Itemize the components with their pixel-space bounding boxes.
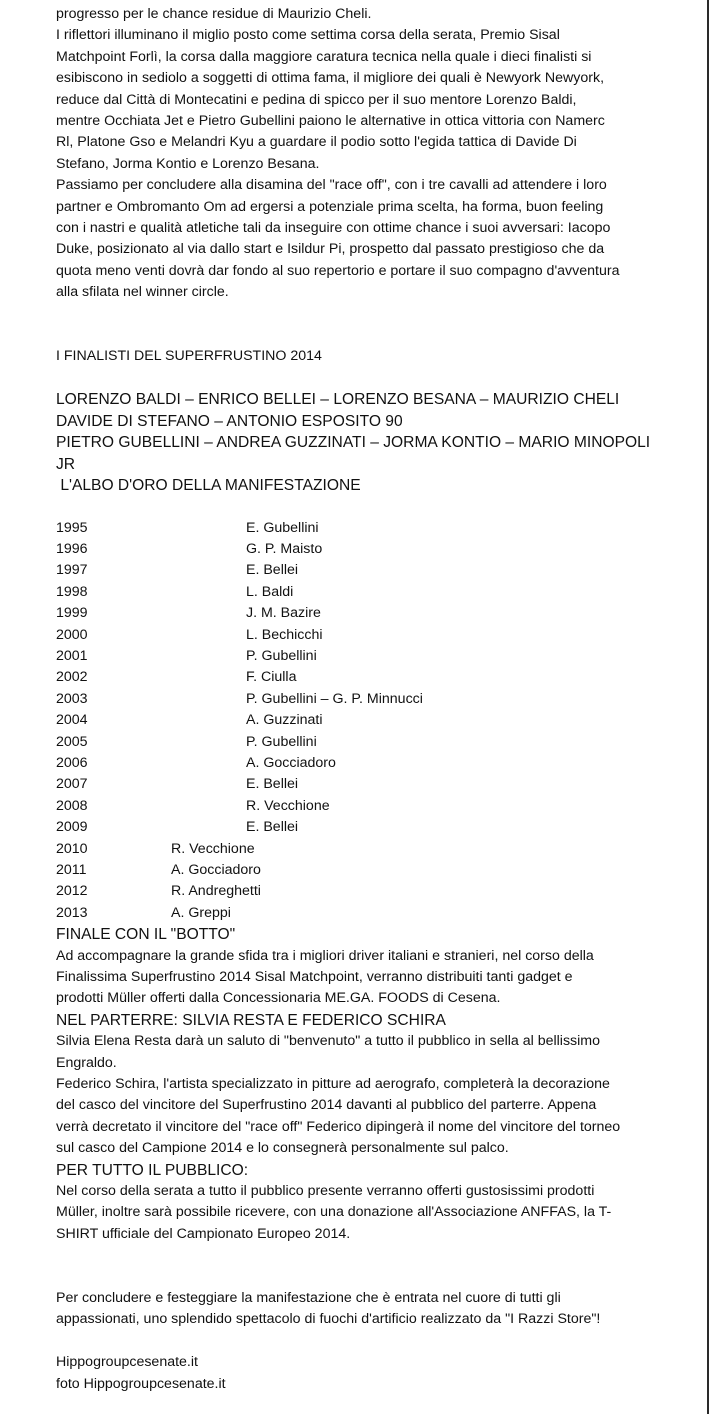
credits [56,1352,704,1395]
finalists-line: LORENZO BALDI – ENRICO BELLEI – LORENZO BESANA – MAURIZIO CHELI [56,391,620,409]
albo-year: 1997 [56,562,88,579]
albo-row [56,560,704,581]
albo-title: L'ALBO D'ORO DELLA MANIFESTAZIONE [56,476,361,494]
spacer [56,304,704,347]
albo-row [56,839,704,860]
intro-paragraphs [56,4,704,304]
closing-line: Per concludere e festeggiare la manifestazione che è entrata nel cuore di tutti gli [56,1290,561,1307]
albo-row [56,903,704,924]
spacer [56,368,704,389]
albo-row [56,710,704,731]
albo-row [56,774,704,795]
intro-line: Passiamo per concludere alla disamina del "race off", con i tre cavalli ad attendere i loro [56,177,607,194]
albo-winner: E. Bellei [246,776,299,793]
albo-row [56,625,704,646]
albo-row [56,817,704,838]
albo-winner: R. Vecchione [171,840,255,857]
albo-year: 1998 [56,583,88,600]
pubblico-title: PER TUTTO IL PUBBLICO: [56,1161,249,1179]
intro-line: alla sfilata nel winner circle. [56,284,229,301]
albo-year: 2002 [56,669,88,686]
finalists-title: I FINALISTI DEL SUPERFRUSTINO 2014 [56,348,322,365]
albo-year: 2001 [56,648,88,665]
albo-year: 2004 [56,712,88,729]
intro-line: partner e Ombromanto Om ad ergersi a potenziale prima scelta, ha forma, buon feeling [56,198,604,215]
finale-paragraph [56,946,704,1010]
parterre-line: Engraldo. [56,1054,117,1071]
albo-winner: L. Bechicchi [246,626,323,643]
albo-year: 2007 [56,776,88,793]
albo-row [56,860,704,881]
parterre-line: sul casco del Campione 2014 e lo consegnerà personalmente sul palco. [56,1140,509,1157]
albo-row [56,667,704,688]
albo-year: 2003 [56,690,88,707]
albo-winner: A. Gocciadoro [171,861,261,878]
parterre-line: Federico Schira, l'artista specializzato in pitture ad aerografo, completerà la decorazione [56,1075,610,1092]
albo-year: 2000 [56,626,88,643]
pubblico-line: Nel corso della serata a tutto il pubblico presente verranno offerti gustosissimi prodotti [56,1183,595,1199]
albo-winner: R. Vecchione [246,797,330,814]
spacer [56,1245,704,1288]
albo-row [56,518,704,539]
albo-year: 1996 [56,541,88,558]
closing-paragraph [56,1288,704,1331]
parterre-title: NEL PARTERRE: SILVIA RESTA E FEDERICO SCHIRA [56,1011,446,1029]
intro-line: esibiscono in sediolo a soggetti di ottima fama, il migliore dei quali è Newyork Newyork, [56,70,605,87]
albo-row [56,796,704,817]
albo-year: 2008 [56,797,88,814]
spacer [56,1331,704,1352]
albo-winner: L. Baldi [246,583,294,600]
pubblico-line: Müller, inoltre sarà possibile ricevere, con una donazione all'Associazione ANFFAS, la T- [56,1204,612,1221]
albo-winner: P. Gubellini – G. P. Minnucci [246,690,423,707]
albo-winner: P. Gubellini [246,648,317,665]
albo-winner: E. Bellei [246,819,299,836]
albo-winner: A. Greppi [171,904,231,921]
albo-winner: P. Gubellini [246,733,317,750]
albo-table [56,518,704,924]
intro-line: mentre Occhiata Jet e Pietro Gubellini paiono le alternative in ottica vittoria con Namerc [56,113,605,130]
finalists-line: DAVIDE DI STEFANO – ANTONIO ESPOSITO 90 [56,412,403,430]
albo-winner: A. Guzzinati [246,712,323,729]
albo-year: 2011 [56,861,87,878]
albo-row [56,732,704,753]
albo-winner: E. Gubellini [246,519,319,536]
albo-row [56,603,704,624]
albo-winner: A. Gocciadoro [246,755,336,771]
finale-line: prodotti Müller offerti dalla Concessionaria ME.GA. FOODS di Cesena. [56,990,501,1007]
finalists-line: PIETRO GUBELLINI – ANDREA GUZZINATI – JORMA KONTIO – MARIO MINOPOLI [56,434,651,452]
spacer [56,496,704,517]
intro-line: reduce dal Città di Montecatini e pedina di spicco per il suo mentore Lorenzo Baldi, [56,91,577,108]
document-page [56,4,704,1395]
pubblico-line: SHIRT ufficiale del Campionato Europeo 2014. [56,1225,351,1242]
albo-year: 2010 [56,840,88,857]
parterre-paragraph [56,1031,704,1159]
albo-winner: G. P. Maisto [246,541,323,558]
albo-winner: E. Bellei [246,562,299,579]
albo-year: 2013 [56,904,88,921]
albo-row [56,646,704,667]
albo-winner: R. Andreghetti [171,883,261,900]
finale-title: FINALE CON IL "BOTTO" [56,926,236,944]
intro-line: Stefano, Jorma Kontio e Lorenzo Besana. [56,155,320,172]
intro-line: progresso per le chance residue di Maurizio Cheli. [56,6,372,22]
finalists-list [56,389,704,475]
albo-row [56,881,704,902]
albo-year: 2006 [56,755,88,771]
parterre-line: del casco del vincitore del Superfrustino 2014 davanti al pubblico del parterre. Appena [56,1097,597,1114]
parterre-line: Silvia Elena Resta darà un saluto di "benvenuto" a tutto il pubblico in sella al bellissimo [56,1033,600,1050]
albo-row [56,689,704,710]
albo-year: 1995 [56,519,88,536]
albo-year: 2005 [56,733,88,750]
albo-winner: J. M. Bazire [246,605,321,622]
albo-row [56,753,704,774]
intro-line: I riflettori illuminano il miglio posto come settima corsa della serata, Premio Sisal [56,27,560,44]
intro-line: con i nastri e qualità atletiche tali da inseguire con ottime chance i suoi avversari: Iacopo [56,220,611,237]
credit-photo: foto Hippogroupcesenate.it [56,1375,226,1392]
finale-line: Finalissima Superfrustino 2014 Sisal Matchpoint, verranno distribuiti tanti gadget e [56,968,573,985]
finalists-line: JR [56,455,76,473]
albo-winner: F. Ciulla [246,669,297,686]
intro-line: Duke, posizionato al via dallo start e Isildur Pi, prospetto dal passato prestigioso che da [56,241,605,258]
closing-line: appassionati, uno splendido spettacolo di fuochi d'artificio realizzato da "I Razzi Store"! [56,1311,601,1328]
page-right-border [707,0,709,1414]
intro-line: Rl, Platone Gso e Melandri Kyu a guardare il podio sotto l'egida tattica di Davide Di [56,134,577,151]
intro-line: Matchpoint Forlì, la corsa dalla maggiore caratura tecnica nella quale i dieci finalisti si [56,48,592,65]
albo-year: 2009 [56,819,88,836]
albo-year: 2012 [56,883,88,900]
albo-year: 1999 [56,605,88,622]
albo-row [56,582,704,603]
pubblico-paragraph [56,1181,704,1245]
credit-site: Hippogroupcesenate.it [56,1354,198,1371]
intro-line: quota meno venti dovrà dar fondo al suo repertorio e portare il suo compagno d'avventura [56,262,620,279]
parterre-line: verrà decretato il vincitore del "race off" Federico dipingerà il nome del vincitore del torneo [56,1118,621,1135]
finale-line: Ad accompagnare la grande sfida tra i migliori driver italiani e stranieri, nel corso della [56,947,594,964]
albo-row [56,539,704,560]
